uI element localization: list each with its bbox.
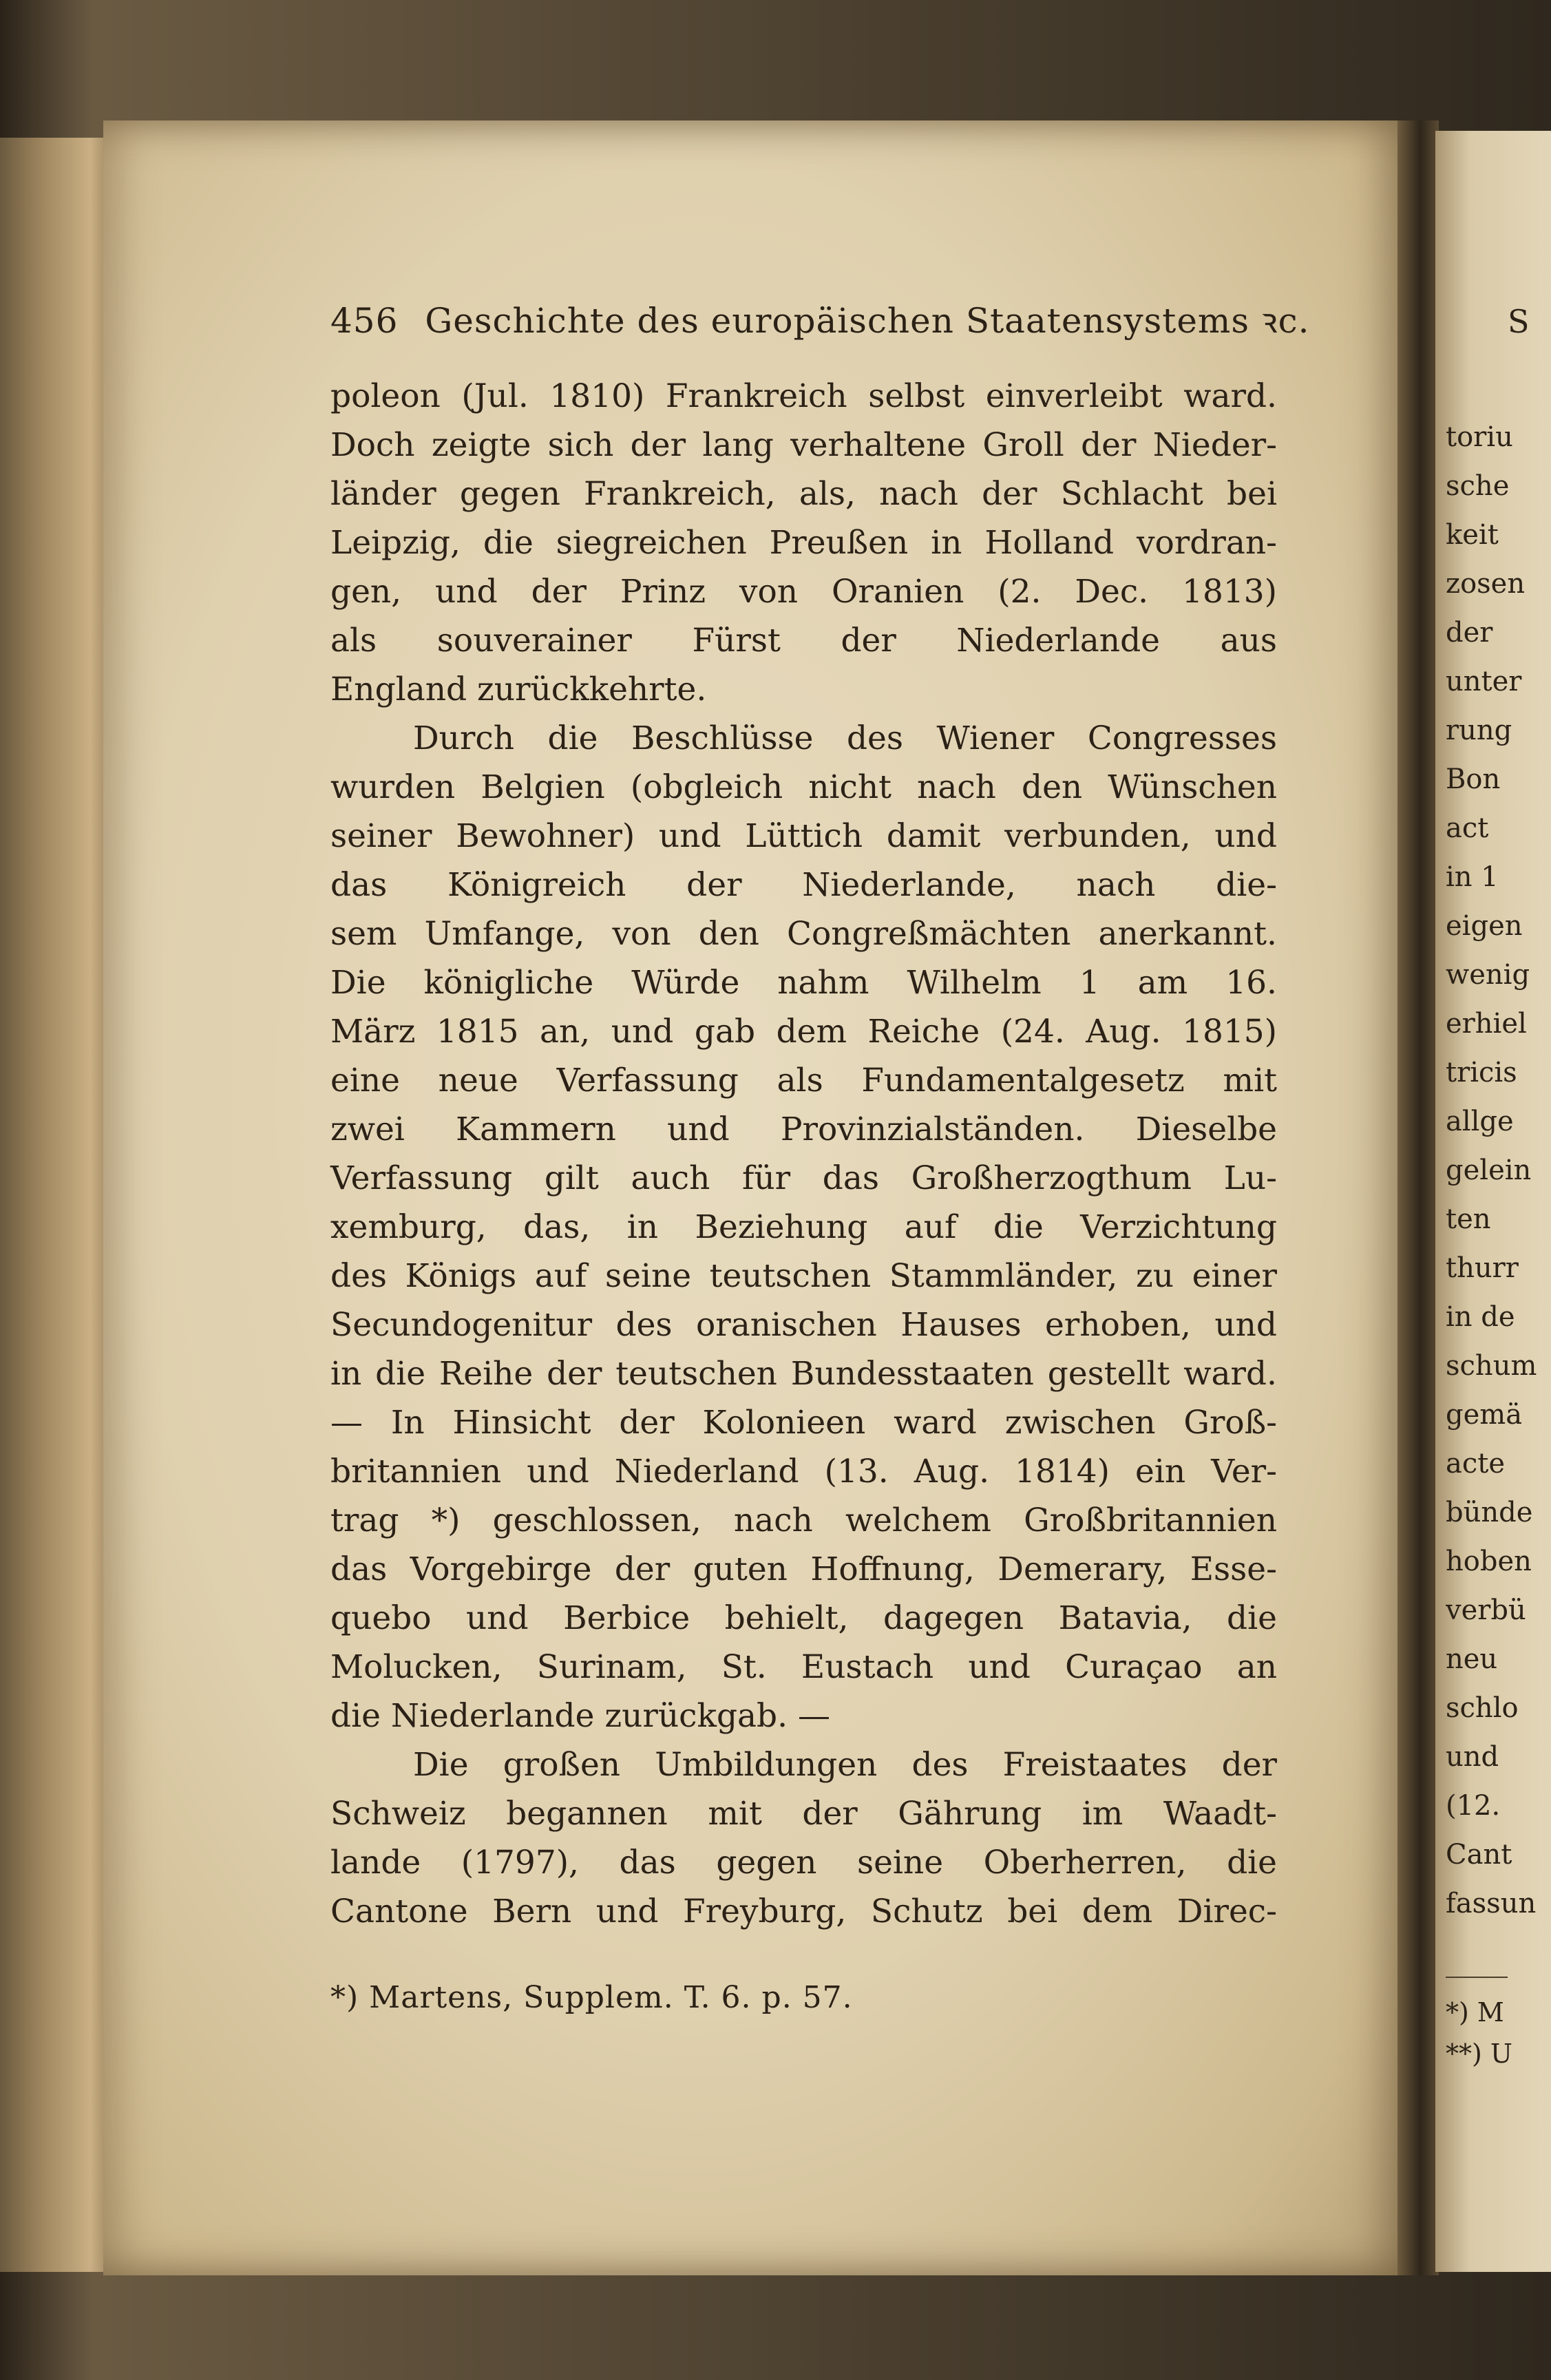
facing-page-line: schlo [1446, 1692, 1519, 1724]
facing-page-footnote: *) M [1446, 1997, 1504, 2028]
facing-page-top-mark: S [1508, 303, 1530, 340]
text-line: das Königreich der Niederlande, nach die- [330, 866, 1277, 904]
footnote-gap [330, 1936, 1277, 1977]
text-line: das Vorgebirge der guten Hoffnung, Demerary, Esse- [330, 1550, 1277, 1588]
facing-page-line: act [1446, 812, 1489, 844]
text-line: Durch die Beschlüsse des Wiener Congresses [413, 719, 1277, 757]
facing-page-line: tricis [1446, 1057, 1517, 1088]
facing-page-line: gemä [1446, 1399, 1523, 1431]
text-line: quebo und Berbice behielt, dagegen Batavia, die [330, 1599, 1277, 1637]
text-line: Leipzig, die siegreichen Preußen in Holland vordran- [330, 524, 1277, 562]
text-line: Die königliche Würde nahm Wilhelm 1 am 16. [330, 964, 1277, 1002]
text-line: poleon (Jul. 1810) Frankreich selbst einverleibt ward. [330, 377, 1277, 415]
text-line: England zurückkehrte. [330, 671, 707, 708]
text-line: als souverainer Fürst der Niederlande aus [330, 622, 1277, 660]
facing-page-line: acte [1446, 1448, 1505, 1479]
facing-page-line: schum [1446, 1350, 1537, 1382]
text-line: Die großen Umbildungen des Freistaates der [413, 1746, 1277, 1784]
facing-page-line: erhiel [1446, 1008, 1527, 1040]
facing-page-line: eigen [1446, 910, 1523, 942]
facing-page-line: allge [1446, 1106, 1514, 1137]
text-line: Secundogenitur des oranischen Hauses erhoben, und [330, 1306, 1277, 1344]
text-line: Molucken, Surinam, St. Eustach und Curaçao an [330, 1648, 1277, 1686]
text-line: länder gegen Frankreich, als, nach der Schlacht bei [330, 475, 1277, 513]
text-line: des Königs auf seine teutschen Stammländer, zu einer [330, 1257, 1277, 1295]
facing-page-line: thurr [1446, 1252, 1519, 1284]
running-header [330, 296, 1310, 372]
text-line: seiner Bewohner) und Lüttich damit verbunden, und [330, 817, 1277, 855]
facing-page-line: der [1446, 617, 1493, 649]
running-head-title: Geschichte des europäischen Staatensystems ꝛc. [425, 301, 1310, 341]
facing-page-line: neu [1446, 1643, 1498, 1675]
text-line: Verfassung gilt auch für das Großherzogthum Lu- [330, 1159, 1277, 1197]
book-spine-edge [0, 138, 120, 2272]
facing-page-line: in de [1446, 1301, 1515, 1333]
facing-page-line: toriu [1446, 421, 1513, 453]
facing-page-footnotes [1446, 1977, 1549, 2074]
facing-page-line: keit [1446, 519, 1499, 551]
text-line: eine neue Verfassung als Fundamentalgesetz mit [330, 1062, 1277, 1099]
page-content [330, 296, 1310, 2019]
text-line: britannien und Niederland (13. Aug. 1814) ein Ver- [330, 1453, 1277, 1491]
text-line: — In Hinsicht der Kolonieen ward zwischen Groß- [330, 1404, 1277, 1442]
text-line: in die Reihe der teutschen Bundesstaaten gestellt ward. [330, 1355, 1277, 1393]
facing-page-line: in 1 [1446, 861, 1499, 893]
facing-page-line: hoben [1446, 1546, 1532, 1577]
facing-page-line: rung [1446, 715, 1512, 746]
facing-page-line: und [1446, 1741, 1499, 1773]
text-line: zwei Kammern und Provinzialständen. Dieselbe [330, 1110, 1277, 1148]
body-text [330, 372, 1277, 1936]
text-line: März 1815 an, und gab dem Reiche (24. Aug. 1815) [330, 1013, 1277, 1051]
facing-page-footnote-rule [1446, 1977, 1508, 1978]
text-line: trag *) geschlossen, nach welchem Großbritannien [330, 1502, 1277, 1539]
facing-page-line: sche [1446, 470, 1510, 502]
text-line: sem Umfange, von den Congreßmächten anerkannt. [330, 915, 1277, 953]
facing-page-line: gelein [1446, 1155, 1532, 1186]
facing-page-line: Bon [1446, 764, 1501, 795]
book-gutter [1397, 120, 1439, 2275]
text-line: lande (1797), das gegen seine Oberherren, die [330, 1844, 1277, 1882]
facing-page-line: verbü [1446, 1594, 1526, 1626]
text-line: die Niederlande zurückgab. — [330, 1697, 831, 1735]
text-line: gen, und der Prinz von Oranien (2. Dec. 1813) [330, 573, 1277, 611]
facing-page-line: ten [1446, 1203, 1491, 1235]
text-line: Cantone Bern und Freyburg, Schutz bei dem Direc- [330, 1893, 1277, 1930]
facing-page-line: Cant [1446, 1839, 1512, 1871]
facing-page-line: unter [1446, 666, 1522, 697]
page-number: 456 [330, 301, 399, 341]
footnote: *) Martens, Supplem. T. 6. p. 57. [330, 1980, 853, 2015]
facing-page-footnote: **) U [1446, 2039, 1512, 2069]
facing-page-line: zosen [1446, 568, 1526, 600]
facing-page-fragments [1446, 413, 1549, 2074]
facing-page-line: fassun [1446, 1888, 1537, 1919]
text-line: xemburg, das, in Beziehung auf die Verzichtung [330, 1208, 1277, 1246]
facing-page-line: wenig [1446, 959, 1530, 991]
text-line: Doch zeigte sich der lang verhaltene Groll der Nieder- [330, 426, 1277, 464]
facing-page-line: (12. [1446, 1790, 1501, 1822]
facing-page-line: bünde [1446, 1497, 1533, 1528]
text-line: Schweiz begannen mit der Gährung im Waadt- [330, 1795, 1277, 1833]
text-line: wurden Belgien (obgleich nicht nach den Wünschen [330, 768, 1277, 806]
